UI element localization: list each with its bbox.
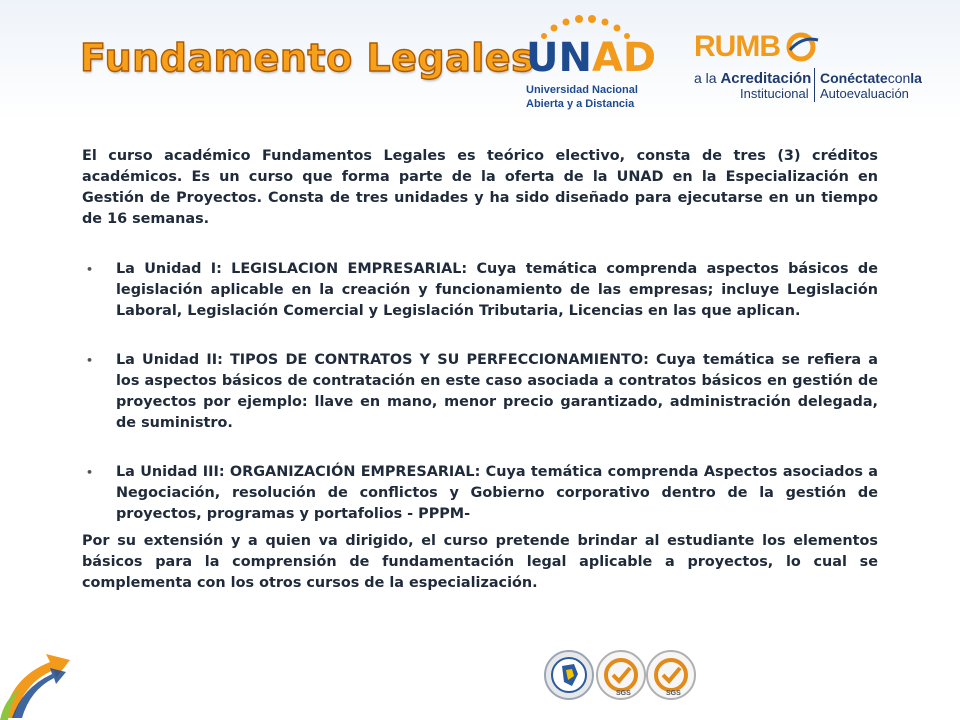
rumbo-la: la	[910, 70, 922, 86]
unad-word-ad: AD	[591, 35, 657, 81]
bullet-icon: •	[86, 466, 94, 479]
rumbo-divider	[814, 68, 815, 102]
unad-logo	[520, 14, 657, 114]
unad-word-n: N	[558, 35, 592, 81]
rumbo-institucional: Institucional	[740, 86, 809, 101]
units-list	[82, 259, 878, 525]
intro-paragraph: El curso académico Fundamentos Legales es teórico electivo, consta de tres (3) créditos académicos. Es un curso que forma parte de la oferta de la UNAD en la Especialización en Gestión de Proyectos. Consta de tres unidades y ha sido diseñado para ejecutarse en un tiempo de 16 semanas.	[82, 148, 878, 227]
slide-body	[82, 146, 878, 594]
unit-2-text: La Unidad II: TIPOS DE CONTRATOS Y SU PERFECCIONAMIENTO: Cuya temática se refiera a los aspectos básicos de contratación en este caso asociada a contratos básicos en gestión de proyectos por ejemplo: llave en mano, menor precio garantizado, administración delegada, de suministro.	[116, 352, 878, 431]
rumbo-conectate	[820, 70, 922, 86]
slide-title: Fundamento Legales	[80, 36, 535, 80]
sgs-label: SGS	[616, 690, 631, 697]
colombia-map-icon	[546, 652, 592, 698]
rumbo-autoevaluacion: Autoevaluación	[820, 86, 909, 101]
rumbo-prefix: a la	[694, 70, 721, 86]
unit-3-text: La Unidad III: ORGANIZACIÓN EMPRESARIAL: Cuya temática comprenda Aspectos asociados a Negociación, resolución de conflictos y Gobierno corporativo dentro de la gestión de proyectos, programas y portafolios - PPPM-	[116, 464, 878, 522]
bullet-icon: •	[86, 263, 94, 276]
list-item	[82, 462, 878, 525]
closing-paragraph: Por su extensión y a quien va dirigido, el curso pretende brindar al estudiante los elementos básicos para la comprensión de fundamentación legal aplicable a proyectos, lo cual se complementa con los otros cursos de la especialización.	[82, 533, 878, 591]
rumbo-globe-icon	[786, 30, 820, 64]
rumbo-con: con	[887, 70, 911, 86]
rumbo-acreditacion-bold: Acreditación	[720, 70, 812, 87]
unit-1-text: La Unidad I: LEGISLACION EMPRESARIAL: Cuya temática comprenda aspectos básicos de legislación aplicable en la creación y funcionamiento de las empresas; incluye Legislación Laboral, Legislación Comercial y Legislación Tributaria, Licencias en las que aplican.	[116, 261, 878, 319]
unad-word-u: U	[526, 35, 559, 81]
unad-line-2: Abierta y a Distancia	[526, 98, 635, 110]
unad-wordmark	[526, 36, 656, 80]
rumbo-logo	[694, 30, 934, 110]
list-item	[82, 350, 878, 434]
sgs-label: SGS	[666, 690, 681, 697]
rumbo-conectate-bold: Conéctate	[820, 70, 888, 86]
bullet-icon: •	[86, 354, 94, 367]
rumbo-acreditacion	[694, 70, 811, 87]
unad-line-1: Universidad Nacional	[526, 84, 638, 96]
rumbo-wordmark: RUMB	[694, 30, 780, 63]
swoosh-arrow-icon	[0, 648, 80, 720]
certification-seals	[540, 650, 700, 706]
colombia-seal-icon	[544, 650, 594, 700]
list-item	[82, 259, 878, 322]
